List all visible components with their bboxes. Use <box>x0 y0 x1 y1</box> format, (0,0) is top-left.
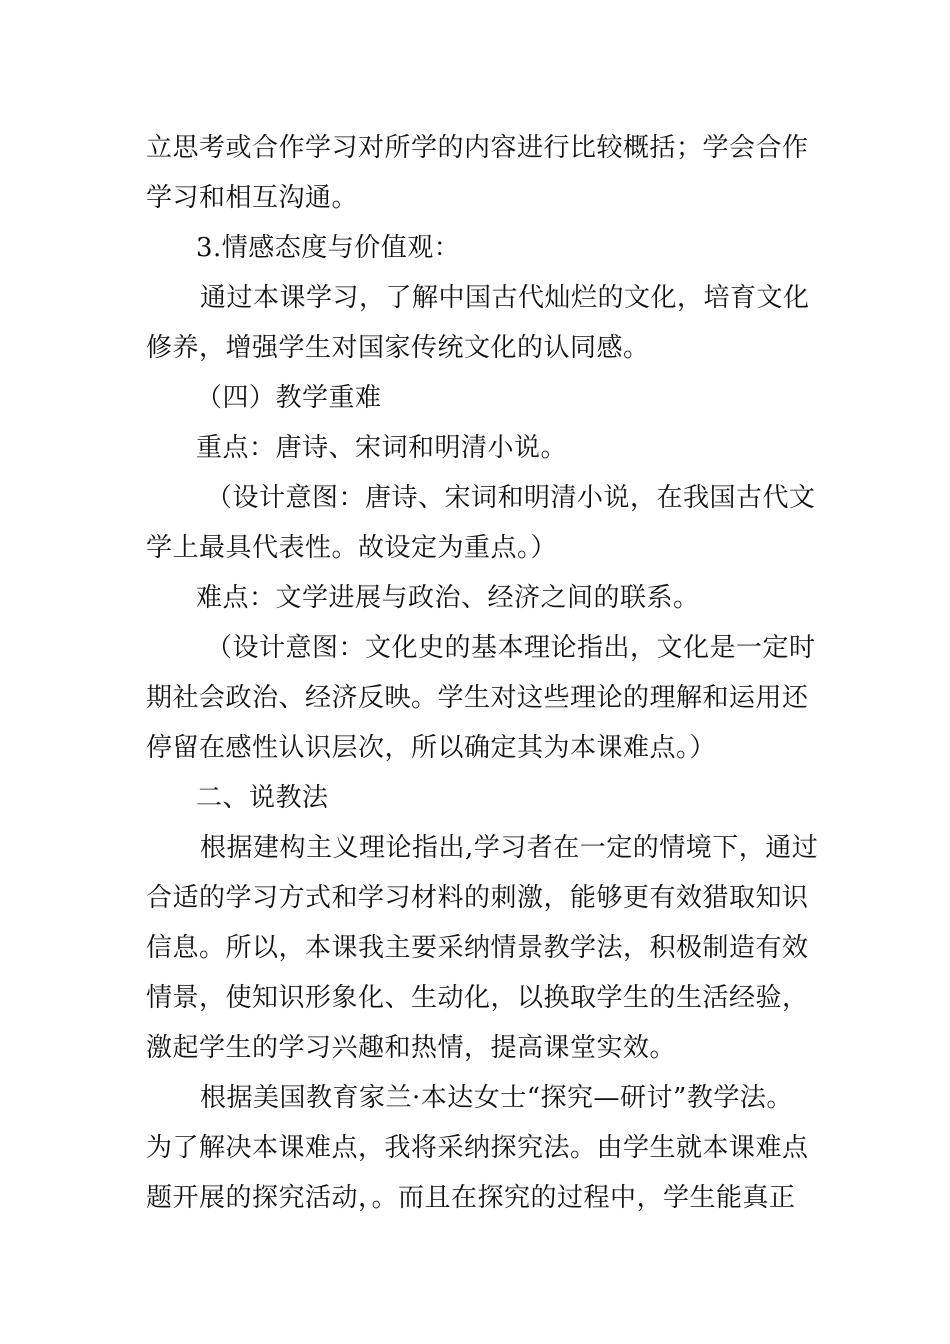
paragraph-line-17: 信息。所以，本课我主要采纳情景教学法，积极制造有效 <box>146 933 809 963</box>
paragraph-line-13: 停留在感性认识层次，所以确定其为本课难点。） <box>146 733 717 763</box>
paragraph-line-1: 立思考或合作学习对所学的内容进行比较概括；学会合作 <box>146 133 809 163</box>
section-heading-key-points: （四）教学重难 <box>196 383 382 413</box>
paragraph-line-10: 难点：文学进展与政治、经济之间的联系。 <box>196 583 700 613</box>
paragraph-line-15: 根据建构主义理论指出,学习者在一定的情境下，通过 <box>200 833 819 863</box>
paragraph-line-18: 情景，使知识形象化、生动化，以换取学生的生活经验， <box>146 983 809 1013</box>
paragraph-line-19: 激起学生的学习兴趣和热情，提高课堂实效。 <box>146 1033 677 1063</box>
paragraph-line-20: 根据美国教育家兰·本达女士“探究—研讨”教学法。 <box>200 1083 793 1113</box>
paragraph-line-16: 合适的学习方式和学习材料的刺激，能够更有效猎取知识 <box>146 883 809 913</box>
paragraph-line-12: 期社会政治、经济反映。学生对这些理论的理解和运用还 <box>146 683 809 713</box>
section-heading-teaching-method: 二、说教法 <box>196 783 329 813</box>
paragraph-line-22: 题开展的探究活动，。而且在探究的过程中，学生能真正 <box>146 1183 796 1213</box>
paragraph-line-2: 学习和相互沟通。 <box>146 183 359 213</box>
paragraph-line-8: （设计意图：唐诗、宋词和明清小说，在我国古代文 <box>206 483 816 513</box>
paragraph-line-7: 重点：唐诗、宋词和明清小说。 <box>196 433 568 463</box>
paragraph-line-11: （设计意图：文化史的基本理论指出，文化是一定时 <box>206 633 816 663</box>
paragraph-line-21: 为了解决本课难点，我将采纳探究法。由学生就本课难点 <box>146 1133 809 1163</box>
section-heading-emotion: 3.情感态度与价值观： <box>196 233 461 263</box>
paragraph-line-9: 学上最具代表性。故设定为重点。） <box>146 533 558 563</box>
paragraph-line-4: 通过本课学习，了解中国古代灿烂的文化，培育文化 <box>200 283 810 313</box>
paragraph-line-5: 修养，增强学生对国家传统文化的认同感。 <box>146 333 650 363</box>
